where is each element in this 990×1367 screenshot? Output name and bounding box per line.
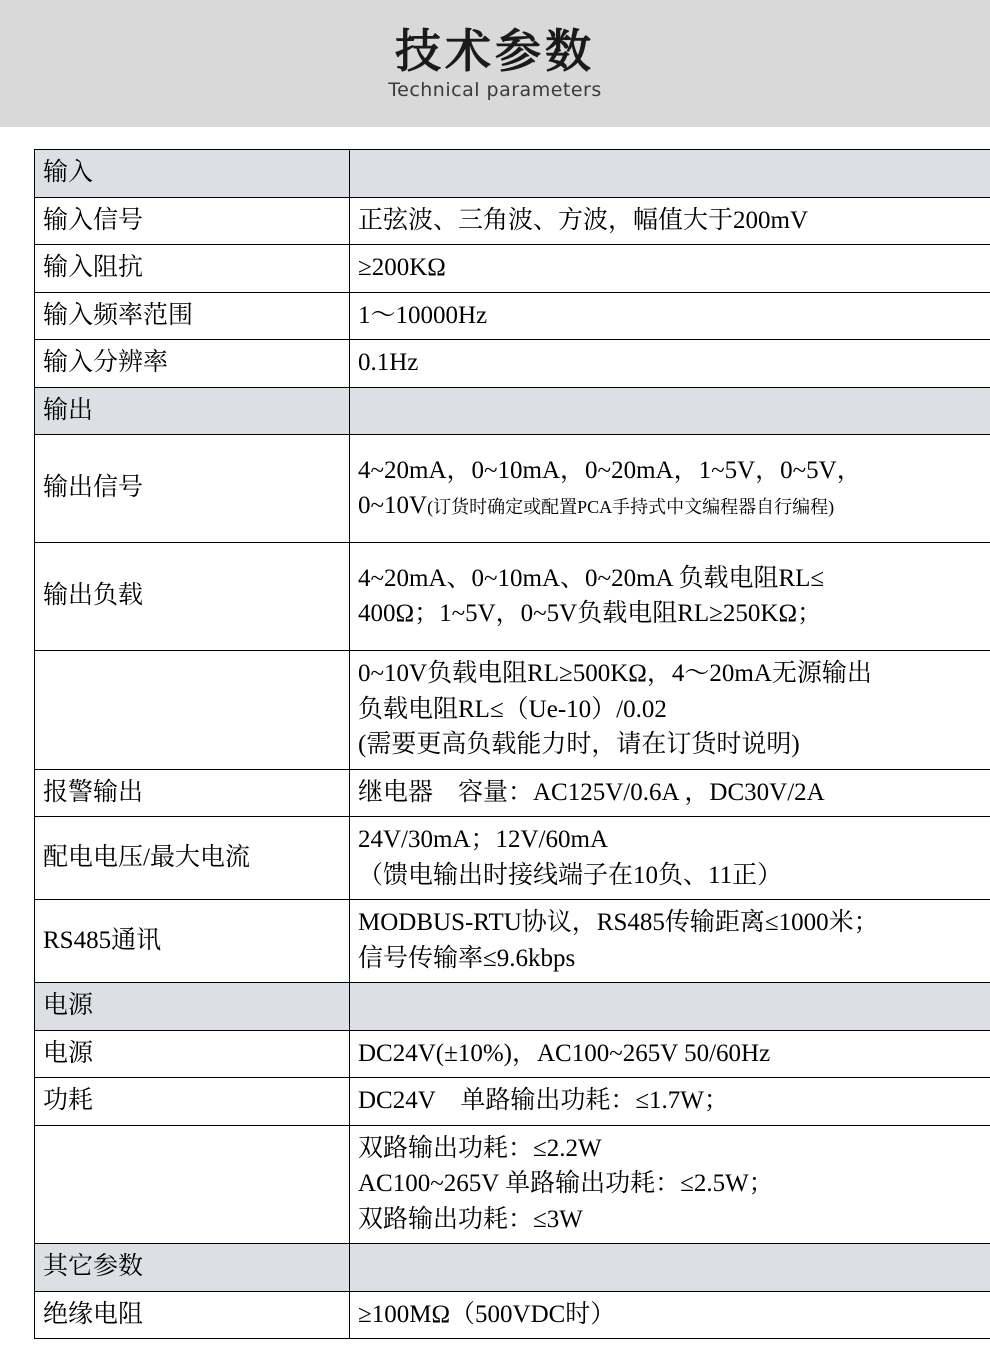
table-row <box>35 1291 990 1339</box>
row-value-line-1: 4~20mA、0~10mA、0~20mA 负载电阻RL≤ <box>358 564 825 592</box>
page-header <box>0 0 990 127</box>
table-row <box>35 651 990 770</box>
row-value <box>350 900 990 983</box>
row-label <box>35 1125 350 1244</box>
row-value: DC24V 单路输出功耗：≤1.7W； <box>350 1078 990 1126</box>
table-row <box>35 150 990 198</box>
row-value-line-2-main: 0~10V <box>358 492 428 519</box>
spec-table-wrap <box>0 127 990 1339</box>
table-row <box>35 983 990 1031</box>
row-value-line-1: 双路输出功耗：≤2.2W <box>358 1134 602 1162</box>
table-row <box>35 387 990 435</box>
row-value: ≥100MΩ（500VDC时） <box>350 1291 990 1339</box>
row-value <box>350 651 990 770</box>
section-value <box>350 1244 990 1292</box>
row-value-line-1: 24V/30mA；12V/60mA <box>358 826 609 853</box>
row-label: 绝缘电阻 <box>35 1291 350 1339</box>
row-value-line-3: 双路输出功耗：≤3W <box>358 1205 583 1233</box>
table-row <box>35 197 990 245</box>
row-value-line-1: MODBUS-RTU协议，RS485传输距离≤1000米； <box>358 909 879 936</box>
row-value-line-3: (需要更高负载能力时，请在订货时说明) <box>358 731 800 758</box>
technical-parameters-table <box>34 149 990 1339</box>
row-label: 电源 <box>35 1030 350 1078</box>
row-label: RS485通讯 <box>35 900 350 983</box>
row-value: 1～10000Hz <box>350 292 990 340</box>
row-value <box>350 817 990 900</box>
row-label: 配电电压/最大电流 <box>35 817 350 900</box>
row-value <box>350 543 990 651</box>
row-value: 正弦波、三角波、方波，幅值大于200mV <box>350 197 990 245</box>
row-label: 输入分辨率 <box>35 340 350 388</box>
table-row <box>35 769 990 817</box>
row-value-line-2 <box>358 488 982 524</box>
table-row <box>35 292 990 340</box>
row-label: 功耗 <box>35 1078 350 1126</box>
row-label: 输出信号 <box>35 435 350 543</box>
section-label: 电源 <box>35 983 350 1031</box>
row-value-line-1: 0~10V负载电阻RL≥500KΩ，4～20mA无源输出 <box>358 660 872 687</box>
row-value: DC24V(±10%)，AC100~265V 50/60Hz <box>350 1030 990 1078</box>
section-label: 输出 <box>35 387 350 435</box>
row-value-line-2-note: (订货时确定或配置PCA手持式中文编程器自行编程) <box>427 497 835 517</box>
table-row <box>35 543 990 651</box>
table-row <box>35 1244 990 1292</box>
table-row <box>35 1030 990 1078</box>
row-label: 输入信号 <box>35 197 350 245</box>
page-subtitle: Technical parameters <box>388 78 602 101</box>
row-value-line-2: 信号传输率≤9.6kbps <box>358 944 576 972</box>
section-value <box>350 150 990 198</box>
row-value-line-2: AC100~265V 单路输出功耗：≤2.5W； <box>358 1170 774 1197</box>
section-label: 其它参数 <box>35 1244 350 1292</box>
row-value <box>350 1125 990 1244</box>
row-label: 输入频率范围 <box>35 292 350 340</box>
table-row <box>35 1078 990 1126</box>
row-value-line-1: 4~20mA，0~10mA，0~20mA，1~5V，0~5V， <box>358 456 862 484</box>
row-label: 输出负载 <box>35 543 350 651</box>
row-value-line-2: 400Ω；1~5V，0~5V负载电阻RL≥250KΩ； <box>358 600 823 627</box>
table-row <box>35 245 990 293</box>
page-title: 技术参数 <box>395 24 595 79</box>
row-label <box>35 651 350 770</box>
table-row <box>35 340 990 388</box>
row-value: 继电器 容量：AC125V/0.6A ，DC30V/2A <box>350 769 990 817</box>
table-row <box>35 900 990 983</box>
row-value: ≥200KΩ <box>350 245 990 293</box>
table-row <box>35 1125 990 1244</box>
row-value: 0.1Hz <box>350 340 990 388</box>
table-row <box>35 817 990 900</box>
section-value <box>350 983 990 1031</box>
row-value-line-2: 负载电阻RL≤（Ue-10）/0.02 <box>358 695 667 723</box>
row-value-line-2: （馈电输出时接线端子在10负、11正） <box>358 861 783 889</box>
row-label: 报警输出 <box>35 769 350 817</box>
section-label: 输入 <box>35 150 350 198</box>
row-label: 输入阻抗 <box>35 245 350 293</box>
table-row <box>35 435 990 543</box>
section-value <box>350 387 990 435</box>
row-value <box>350 435 990 543</box>
